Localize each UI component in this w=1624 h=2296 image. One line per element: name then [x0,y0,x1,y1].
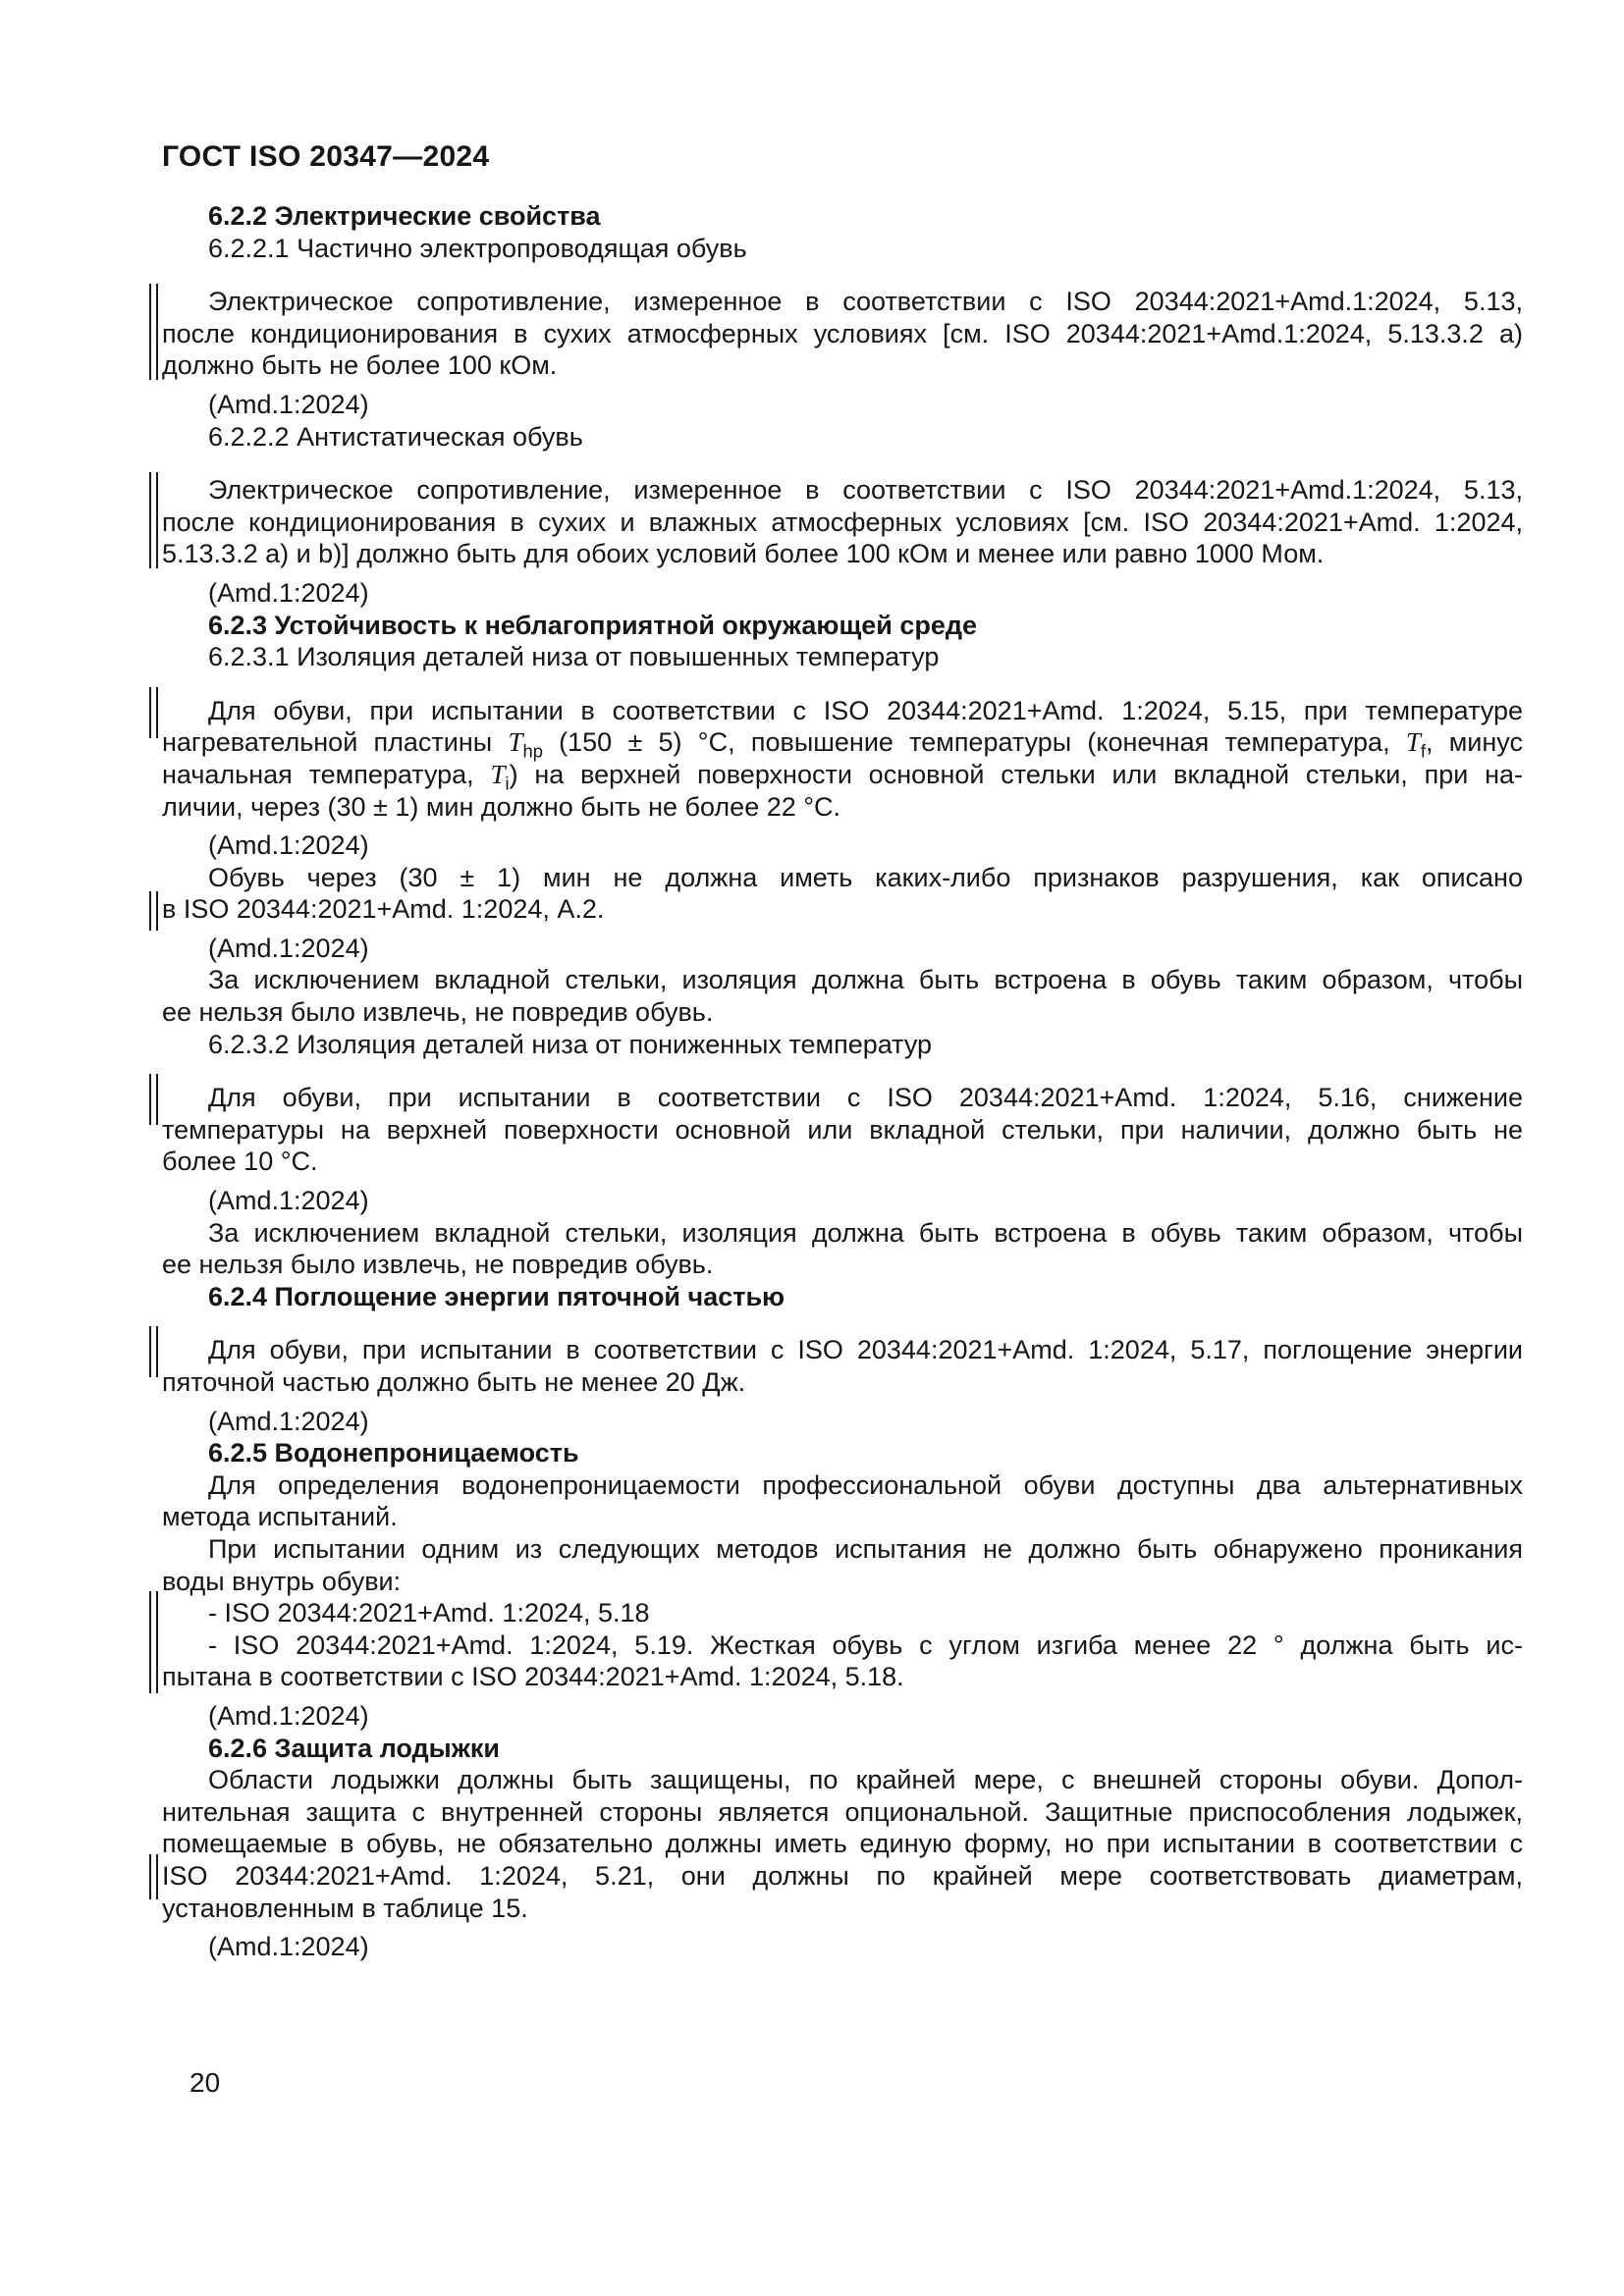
variable-symbol: T [508,727,523,758]
clause-heading-6221: 6.2.2.1 Частично электропроводящая обувь [208,233,747,263]
text-line: Электрическое сопротивление, измеренное в соответствии с ISO 20344:2021+Amd.1:2024, 5.13, [208,287,1523,317]
text-line: Области лодыжки должны быть защищены, по крайней мере, с внешней стороны обуви. Допол- [208,1765,1523,1795]
amendment-note: (Amd.1:2024) [208,830,369,861]
amendment-note: (Amd.1:2024) [208,1406,369,1436]
text-line: должно быть не более 100 кОм. [162,350,558,381]
doc-header: ГОСТ ISO 20347—2024 [162,140,490,173]
section-heading-623: 6.2.3 Устойчивость к неблагоприятной окружающей среде [208,610,978,640]
text-segment: нагревательной пластины [162,727,509,758]
text-line: личии, через (30 ± 1) мин должно быть не более 22 °С. [162,791,841,822]
change-bar [149,284,158,380]
change-bar [149,1591,158,1693]
paragraph [162,695,1523,823]
text-line: температуры на верхней поверхности основной или вкладной стельки, при наличии, должно быть не [162,1114,1523,1145]
text-line: За исключением вкладной стельки, изоляция должна быть встроена в обувь таким образом, чтобы [208,1217,1523,1248]
change-bar [149,1074,158,1125]
page-content [162,200,1523,1963]
text-line: Для обуви, при испытании в соответствии с ISO 20344:2021+Amd. 1:2024, 5.15, при температуре [208,695,1523,725]
section-heading-626: 6.2.6 Защита лодыжки [208,1733,500,1763]
paragraph [162,1217,1523,1281]
variable-subscript: f [1420,740,1426,762]
variable-subscript: hp [522,740,543,762]
amendment-note: (Amd.1:2024) [208,1700,369,1731]
text-line: пяточной частью должно быть не менее 20 Дж. [162,1367,746,1397]
change-bar [149,891,158,931]
clause-heading-6232: 6.2.3.2 Изоляция деталей низа от пониженных температур [208,1029,933,1059]
text-line: после кондиционирования в сухих и влажных атмосферных условиях [см. ISO 20344:2021+Amd. 1:2024, [162,507,1523,537]
change-bar [149,472,158,568]
amendment-note: (Amd.1:2024) [208,1932,369,1962]
paragraph [162,1764,1523,1924]
list-item: - ISO 20344:2021+Amd. 1:2024, 5.19. Жесткая обувь с углом изгиба менее 22 ° должна быть ис- [208,1629,1523,1660]
text-line: Для определения водонепроницаемости профессиональной обуви доступны два альтернативных [208,1469,1523,1500]
page-number: 20 [189,2067,221,2098]
paragraph [162,1082,1523,1178]
text-segment: , минус [1425,727,1523,758]
text-line [162,726,1523,762]
list-item: - ISO 20344:2021+Amd. 1:2024, 5.18 [208,1598,650,1629]
section-heading-625: 6.2.5 Водонепроницаемость [208,1438,579,1468]
text-line: в ISO 20344:2021+Amd. 1:2024, А.2. [162,894,605,925]
paragraph [162,474,1523,570]
text-line: При испытании одним из следующих методов испытания не должно быть обнаружено проникания [208,1533,1523,1564]
clause-heading-6222: 6.2.2.2 Антистатическая обувь [208,421,583,452]
text-segment: (150 ± 5) °С, повышение температуры (конечная температура, [542,727,1406,758]
change-bar [149,1854,158,1899]
paragraph [162,964,1523,1028]
text-line: ее нельзя было извлечь, не повредив обувь. [162,1250,714,1280]
paragraph [162,286,1523,382]
text-line: помещаемые в обувь, не обязательно должны иметь единую форму, но при испытании в соответствии с [162,1829,1523,1859]
text-line: более 10 °С. [162,1147,318,1177]
amendment-note: (Amd.1:2024) [208,1186,369,1216]
text-segment: ) на верхней поверхности основной стельки или вкладной стельки, при на- [509,759,1524,789]
paragraph [162,1533,1523,1597]
text-line: Электрическое сопротивление, измеренное в соответствии с ISO 20344:2021+Amd.1:2024, 5.13, [208,475,1523,506]
text-line: ISO 20344:2021+Amd. 1:2024, 5.21, они должны по крайней мере соответствовать диаметрам, [162,1860,1523,1891]
paragraph [162,1469,1523,1533]
section-heading-622: 6.2.2 Электрические свойства [208,201,601,231]
text-line: ее нельзя было извлечь, не повредив обувь. [162,997,714,1028]
reference-list [162,1597,1523,1693]
text-line: метода испытаний. [162,1502,398,1532]
paragraph [162,1334,1523,1398]
text-line: Для обуви, при испытании в соответствии с ISO 20344:2021+Amd. 1:2024, 5.17, поглощение энергии [208,1335,1523,1365]
change-bar [149,687,158,738]
text-line: Для обуви, при испытании в соответствии с ISO 20344:2021+Amd. 1:2024, 5.16, снижение [208,1083,1523,1113]
text-line: установленным в таблице 15. [162,1893,528,1923]
text-line [162,759,1524,794]
text-line: воды внутрь обуви: [162,1566,402,1596]
text-line: 5.13.3.2 а) и b)] должно быть для обоих условий более 100 кОм и менее или равно 1000 Мом. [162,539,1325,569]
text-line: нительная защита с внутренней стороны является опциональной. Защитные приспособления лодыжек, [162,1796,1523,1827]
clause-heading-6231: 6.2.3.1 Изоляция деталей низа от повышенных температур [208,642,940,672]
paragraph [162,862,1523,926]
change-bar [149,1326,158,1377]
text-line: после кондиционирования в сухих атмосферных условиях [см. ISO 20344:2021+Amd.1:2024, 5.13.3.2 а) [162,318,1523,348]
variable-symbol: T [490,759,506,789]
text-segment: начальная температура, [162,759,491,789]
variable-symbol: T [1405,727,1421,758]
text-line: Обувь через (30 ± 1) мин не должна иметь каких-либо признаков разрушения, как описано [208,862,1523,892]
section-heading-624: 6.2.4 Поглощение энергии пяточной частью [208,1281,785,1311]
amendment-note: (Amd.1:2024) [208,577,369,608]
variable-subscript: i [505,773,510,794]
amendment-note: (Amd.1:2024) [208,389,369,419]
text-line: За исключением вкладной стельки, изоляция должна быть встроена в обувь таким образом, чтобы [208,965,1523,995]
amendment-note: (Amd.1:2024) [208,933,369,963]
text-line: пытана в соответствии с ISO 20344:2021+Amd. 1:2024, 5.18. [162,1662,904,1692]
